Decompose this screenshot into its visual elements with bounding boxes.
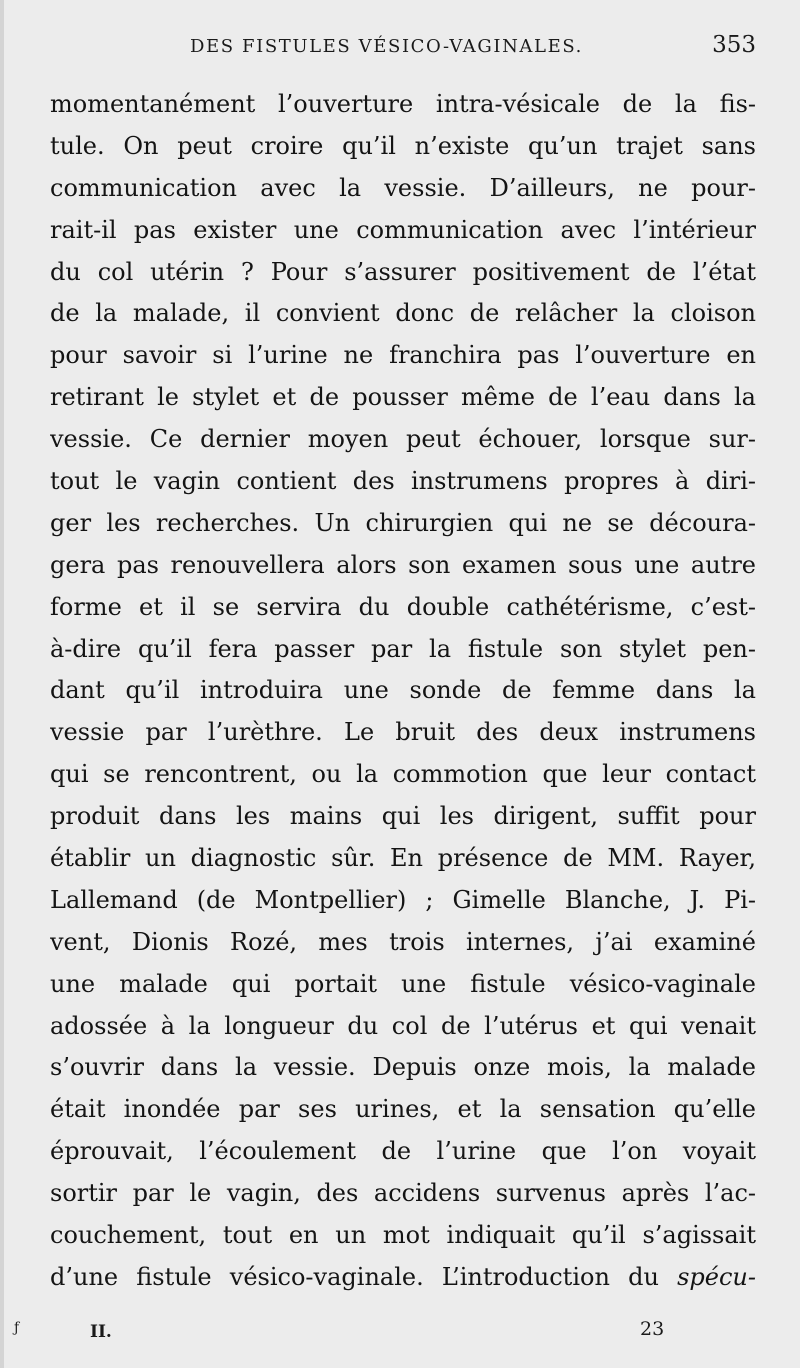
text-line: rait-il pas exister une communication avec l’intérieur <box>50 215 756 244</box>
text-line: vent, Dionis Rozé, mes trois internes, j’ai examiné <box>50 927 756 956</box>
text-line: couchement, tout en un mot indiquait qu’il s’agissait <box>50 1221 756 1250</box>
text-line: ger les recherches. Un chirurgien qui ne se découra- <box>50 508 756 537</box>
text-line: une malade qui portait une fistule vésico-vaginale <box>50 969 756 998</box>
running-head: DES FISTULES VÉSICO-VAGINALES. <box>190 36 583 57</box>
text-line: vessie par l’urèthre. Le bruit des deux instrumens <box>50 718 756 747</box>
page-header <box>50 32 756 66</box>
text-line: sortir par le vagin, des accidens survenus après l’ac- <box>50 1179 756 1208</box>
text-line: tule. On peut croire qu’il n’existe qu’un trajet sans <box>50 131 756 160</box>
text-line: du col utérin ? Pour s’assurer positivement de l’état <box>50 257 756 286</box>
text-line: Lallemand (de Montpellier) ; Gimelle Blanche, J. Pi- <box>50 885 756 914</box>
margin-mark: ƒ <box>14 1320 20 1336</box>
text-line: forme et il se servira du double cathétérisme, c’est- <box>50 592 756 621</box>
text-line: de la malade, il convient donc de relâcher la cloison <box>50 299 756 328</box>
text-line: pour savoir si l’urine ne franchira pas l’ouverture en <box>50 341 756 370</box>
text-line: adossée à la longueur du col de l’utérus et qui venait <box>50 1011 756 1040</box>
text-line: tout le vagin contient des instrumens propres à diri- <box>50 467 756 496</box>
text-line: produit dans les mains qui les dirigent, suffit pour <box>50 802 756 831</box>
text-line: était inondée par ses urines, et la sensation qu’elle <box>50 1095 756 1124</box>
text-line: dant qu’il introduira une sonde de femme dans la <box>50 676 756 705</box>
signature-mark-gathering: 23 <box>640 1318 665 1340</box>
text-line: s’ouvrir dans la vessie. Depuis onze mois, la malade <box>50 1053 756 1082</box>
text-line: établir un diagnostic sûr. En présence de MM. Rayer, <box>50 844 756 873</box>
text-line: qui se rencontrent, ou la commotion que leur contact <box>50 760 756 789</box>
text-line: gera pas renouvellera alors son examen sous une autre <box>50 550 756 579</box>
last-line-roman: d’une fistule vésico-vaginale. L’introduction du <box>50 1262 659 1291</box>
signature-mark-volume: II. <box>90 1322 112 1342</box>
text-line: momentanément l’ouverture intra-vésicale de la fis- <box>50 90 756 118</box>
text-line-last <box>50 1257 756 1299</box>
page-number: 353 <box>712 32 756 58</box>
text-line: communication avec la vessie. D’ailleurs, ne pour- <box>50 173 756 202</box>
page-footer <box>50 1318 756 1348</box>
text-line: retirant le stylet et de pousser même de l’eau dans la <box>50 383 756 412</box>
text-line: éprouvait, l’écoulement de l’urine que l’on voyait <box>50 1137 756 1166</box>
text-line: à-dire qu’il fera passer par la fistule son stylet pen- <box>50 634 756 663</box>
text-line: vessie. Ce dernier moyen peut échouer, lorsque sur- <box>50 425 756 454</box>
last-line-italic: spécu- <box>677 1262 756 1291</box>
body-text <box>50 84 756 1299</box>
